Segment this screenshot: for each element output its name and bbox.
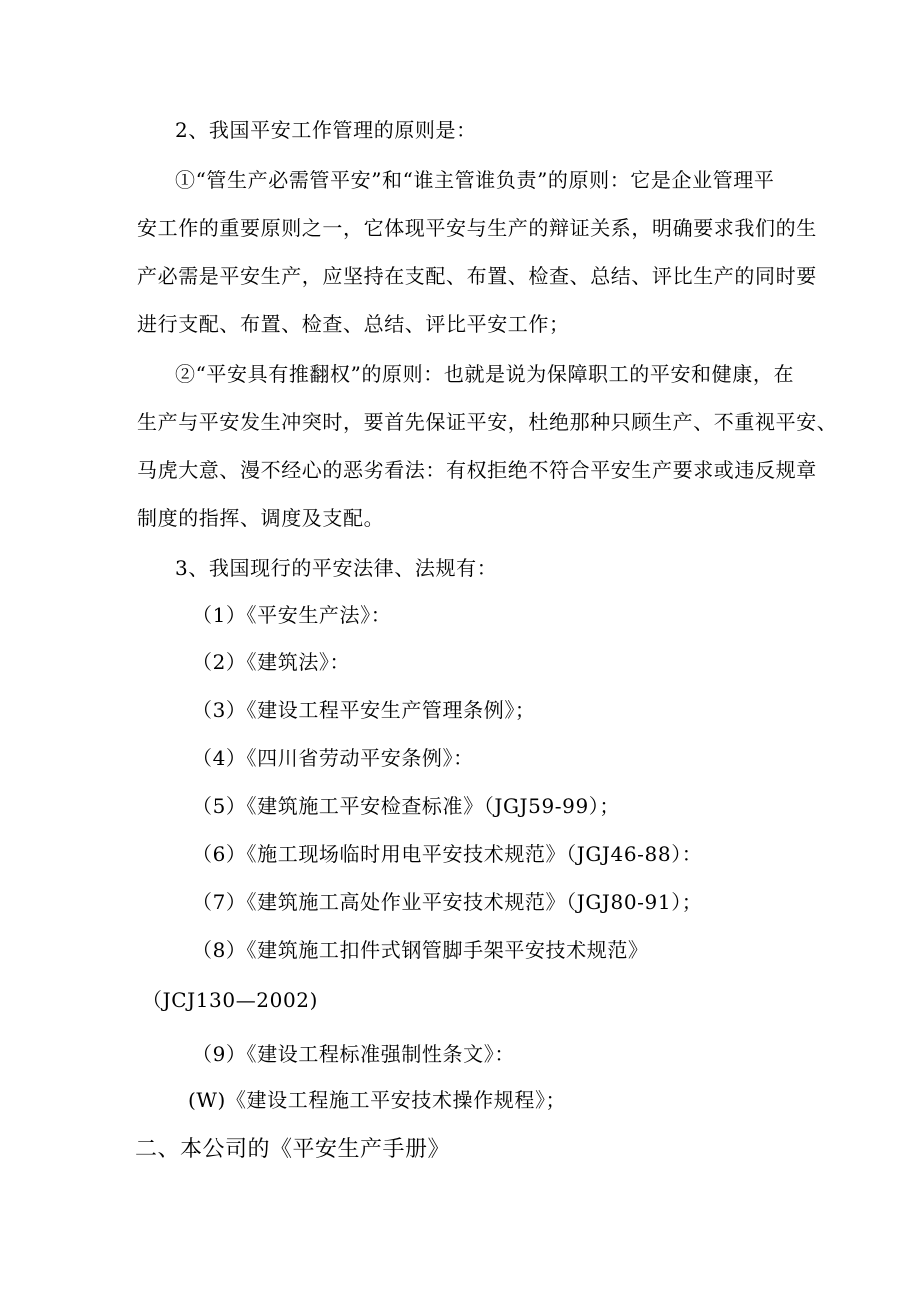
section3-heading: 3、我国现行的平安法律、法规有： [175,556,498,580]
principle2-line1: ②“平安具有推翻权”的原则：也就是说为保障职工的平安和健康，在 [175,362,795,386]
principle1-line4: 进行支配、布置、检查、总结、评比平安工作； [137,312,570,336]
law-item-8-code: （JCJ130—2002) [142,988,319,1012]
part2-heading: 二、本公司的《平安生产手册》 [135,1137,451,1162]
law-item-9: （9）《建设工程标准强制性条文》： [192,1042,515,1066]
law-item-10: (W)《建设工程施工平安技术操作规程》； [188,1088,567,1112]
law-item-1: （1）《平安生产法》： [192,603,392,627]
law-item-5: （5）《建筑施工平安检查标准》（JGJ59-99）； [192,794,620,818]
law-item-4: （4）《四川省劳动平安条例》： [192,746,474,770]
principle1-line1: ①“管生产必需管平安”和“谁主管谁负责”的原则：它是企业管理平 [175,168,775,192]
principle2-line4: 制度的指挥、调度及支配。 [137,506,385,530]
section2-heading: 2、我国平安工作管理的原则是： [175,118,477,142]
law-item-6: （6）《施工现场临时用电平安技术规范》（JGJ46-88）： [192,842,703,866]
law-item-7: （7）《建筑施工高处作业平安技术规范》（JGJ80-91）； [192,890,703,914]
law-item-2: （2）《建筑法》： [192,650,351,674]
principle1-line3: 产必需是平安生产，应坚持在支配、布置、检查、总结、评比生产的同时要 [137,264,817,288]
principle2-line2: 生产与平安发生冲突时，要首先保证平安，杜绝那种只顾生产、不重视平安、 [137,410,838,434]
principle1-line2: 安工作的重要原则之一，它体现平安与生产的辩证关系，明确要求我们的生 [137,216,817,240]
principle2-line3: 马虎大意、漫不经心的恶劣看法：有权拒绝不符合平安生产要求或违反规章 [137,458,817,482]
law-item-8: （8）《建筑施工扣件式钢管脚手架平安技术规范》 [192,938,649,962]
law-item-3: （3）《建设工程平安生产管理条例》； [192,698,536,722]
